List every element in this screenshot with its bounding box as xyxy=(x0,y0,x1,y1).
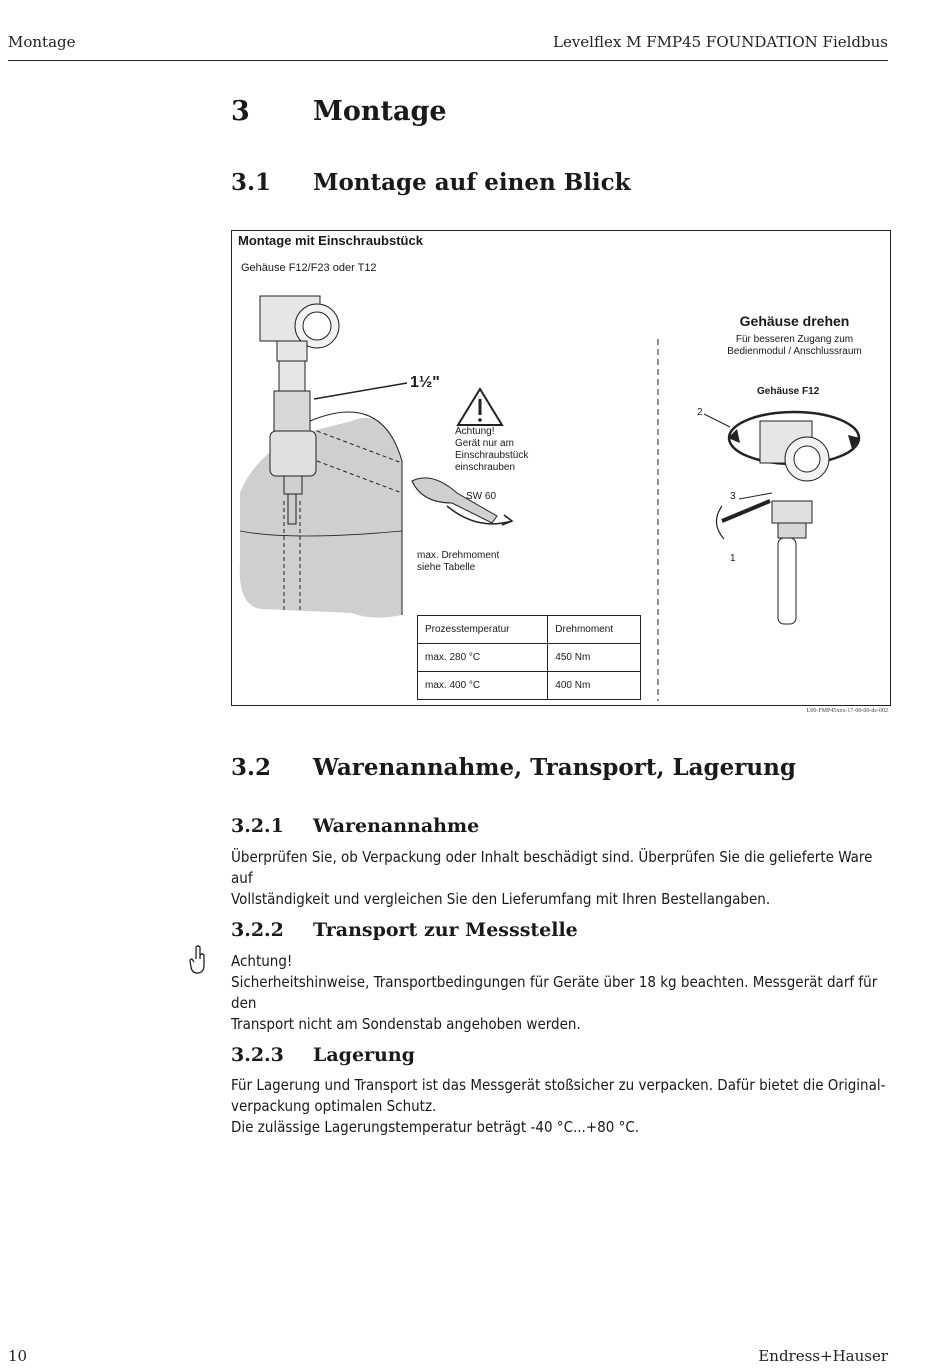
section-3-2-number: 3.2 xyxy=(231,754,272,781)
callout-1: 1 xyxy=(730,553,736,564)
section-3-2-3-title: Lagerung xyxy=(313,1044,415,1066)
section-3-2-1-body xyxy=(231,847,891,910)
table-cell: 450 Nm xyxy=(548,644,641,672)
body-line: Achtung! xyxy=(231,952,293,970)
section-3-2-2-number: 3.2.2 xyxy=(231,919,284,941)
chapter-number: 3 xyxy=(231,96,250,127)
warning-line: Achtung! xyxy=(455,426,495,437)
table-row xyxy=(418,644,641,672)
section-3-2-1-number: 3.2.1 xyxy=(231,815,284,837)
section-3-1-number: 3.1 xyxy=(231,169,272,196)
header-rule xyxy=(8,60,888,61)
torque-note xyxy=(417,550,499,574)
wrench-label: SW 60 xyxy=(466,491,497,502)
table-header-cell: Prozesstemperatur xyxy=(418,616,548,644)
body-line: Transport nicht am Sondenstab angehoben werden. xyxy=(231,1015,581,1033)
body-line: Für Lagerung und Transport ist das Messgerät stoßsicher zu verpacken. Dafür bietet die Original- xyxy=(231,1076,886,1094)
body-line: Sicherheitshinweise, Transportbedingungen für Geräte über 18 kg beachten. Messgerät darf für den xyxy=(231,973,878,1012)
thread-label: 1½" xyxy=(410,374,440,391)
section-3-2-3-number: 3.2.3 xyxy=(231,1044,284,1066)
torque-table-header xyxy=(418,616,641,644)
table-row xyxy=(418,672,641,700)
table-header-cell: Drehmoment xyxy=(548,616,641,644)
rotate-sub-line: Bedienmodul / Anschlussraum xyxy=(727,346,862,357)
body-line: Die zulässige Lagerungstemperatur beträgt -40 °C...+80 °C. xyxy=(231,1118,640,1136)
warning-line: einschrauben xyxy=(455,462,516,473)
torque-table xyxy=(417,615,641,700)
callout-2: 2 xyxy=(697,407,703,418)
warning-line: Einschraubstück xyxy=(455,450,529,461)
torque-line: max. Drehmoment xyxy=(417,550,500,561)
section-3-2-1-title: Warenannahme xyxy=(313,815,480,837)
rotate-title: Gehäuse drehen xyxy=(739,313,850,329)
table-cell: max. 400 °C xyxy=(418,672,548,700)
figure-title: Montage mit Einschraubstück xyxy=(238,233,423,248)
section-3-2-2-title: Transport zur Messstelle xyxy=(313,919,578,941)
rotate-sub-line: Für besseren Zugang zum xyxy=(735,334,854,345)
footer-brand: Endress+Hauser xyxy=(758,1347,888,1365)
section-3-1-title: Montage auf einen Blick xyxy=(313,169,631,196)
warning-text xyxy=(455,426,528,474)
section-3-2-2-body xyxy=(231,951,891,1035)
table-cell: max. 280 °C xyxy=(418,644,548,672)
body-line: verpackung optimalen Schutz. xyxy=(231,1097,437,1115)
chapter-title: Montage xyxy=(313,96,447,127)
table-cell: 400 Nm xyxy=(548,672,641,700)
rotate-housing-label: Gehäuse F12 xyxy=(757,386,820,397)
housing-label: Gehäuse F12/F23 oder T12 xyxy=(241,262,377,274)
rotate-sub xyxy=(672,334,917,358)
body-line: Vollständigkeit und vergleichen Sie den Lieferumfang mit Ihren Bestellangaben. xyxy=(231,890,771,908)
figure-caption: L00-FMP45xxx-17-00-00-de-002 xyxy=(806,708,888,714)
warning-line: Gerät nur am xyxy=(455,438,514,449)
running-header-right: Levelflex M FMP45 FOUNDATION Fieldbus xyxy=(552,33,888,51)
callout-3: 3 xyxy=(730,491,736,502)
caution-hand-icon xyxy=(188,945,208,977)
section-3-2-3-body xyxy=(231,1075,891,1138)
running-header-left: Montage xyxy=(8,33,76,51)
body-line: Überprüfen Sie, ob Verpackung oder Inhalt beschädigt sind. Überprüfen Sie die gelieferte Ware auf xyxy=(231,848,873,887)
page-number: 10 xyxy=(8,1347,28,1365)
section-3-2-title: Warenannahme, Transport, Lagerung xyxy=(313,754,796,781)
torque-line: siehe Tabelle xyxy=(417,562,476,573)
